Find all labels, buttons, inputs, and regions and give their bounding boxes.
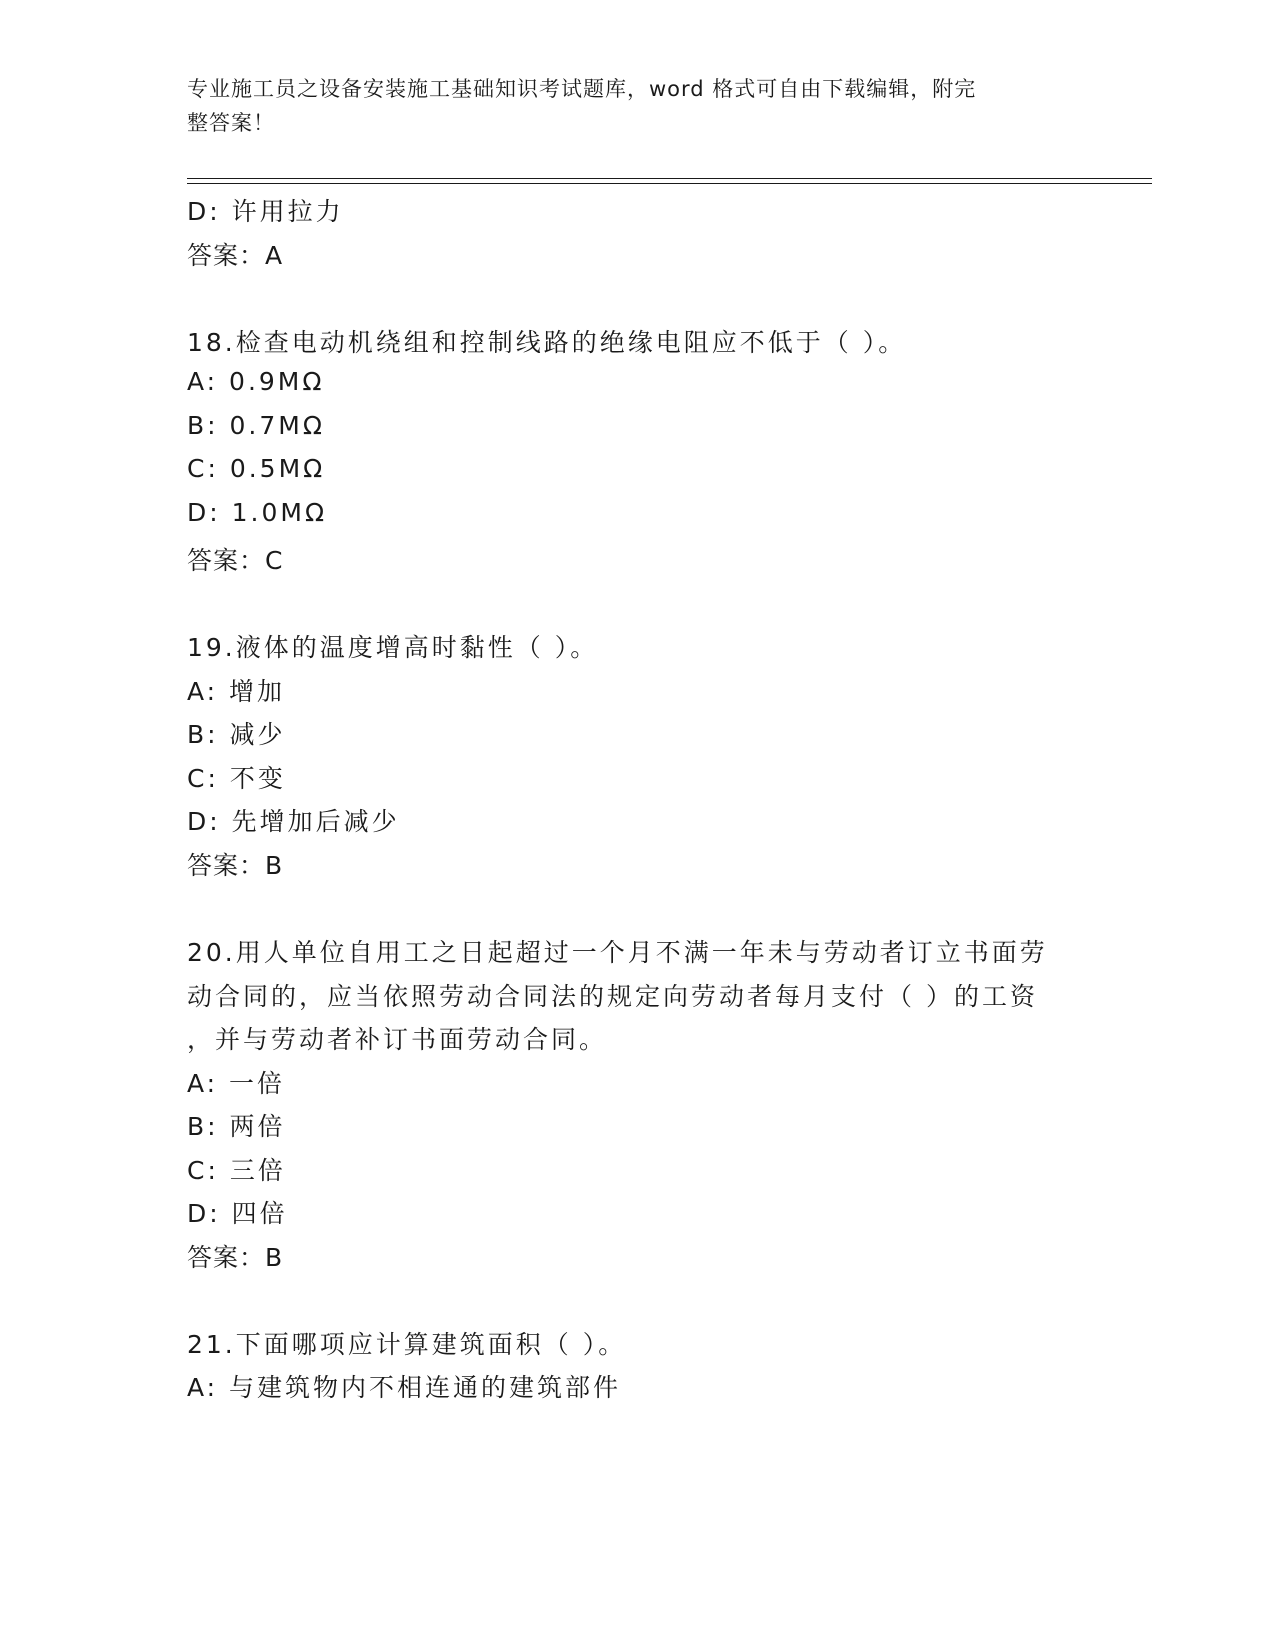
prev-option-d: D: 许用拉力: [187, 197, 344, 226]
q20-option-c: C: 三倍: [187, 1156, 286, 1185]
header-line-1: 专业施工员之设备安装施工基础知识考试题库，word 格式可自由下载编辑，附完: [187, 77, 977, 101]
document-header: [187, 72, 1067, 140]
q20-option-d: D: 四倍: [187, 1199, 288, 1228]
q19-option-a: A: 增加: [187, 677, 286, 706]
q18-stem: 18.检查电动机绕组和控制线路的绝缘电阻应不低于（ ）。: [187, 328, 907, 357]
q20-stem-line-1: 20.用人单位自用工之日起超过一个月不满一年未与劳动者订立书面劳: [187, 938, 1048, 967]
q20-option-a: A: 一倍: [187, 1069, 286, 1098]
q18-option-c: C: 0.5MΩ: [187, 454, 326, 483]
q21-stem: 21.下面哪项应计算建筑面积（ ）。: [187, 1330, 627, 1359]
q20-option-b: B: 两倍: [187, 1112, 286, 1141]
header-line-2: 整答案！: [187, 111, 275, 135]
header-divider-top: [187, 178, 1152, 179]
prev-answer: 答案：A: [187, 241, 284, 270]
q18-option-d: D: 1.0MΩ: [187, 498, 328, 527]
header-divider-bottom: [187, 183, 1152, 184]
q18-answer: 答案：C: [187, 546, 284, 575]
q19-option-d: D: 先增加后减少: [187, 807, 400, 836]
q20-stem-line-3: ，并与劳动者补订书面劳动合同。: [187, 1025, 608, 1054]
q18-option-b: B: 0.7MΩ: [187, 411, 325, 440]
q20-stem-line-2: 动合同的，应当依照劳动合同法的规定向劳动者每月支付（ ）的工资: [187, 982, 1038, 1011]
q19-option-c: C: 不变: [187, 764, 286, 793]
q20-answer: 答案：B: [187, 1243, 284, 1272]
q19-answer: 答案：B: [187, 851, 284, 880]
q18-option-a: A: 0.9MΩ: [187, 367, 325, 396]
q19-stem: 19.液体的温度增高时黏性（ ）。: [187, 633, 599, 662]
q21-option-a: A: 与建筑物内不相连通的建筑部件: [187, 1373, 622, 1402]
q19-option-b: B: 减少: [187, 720, 286, 749]
